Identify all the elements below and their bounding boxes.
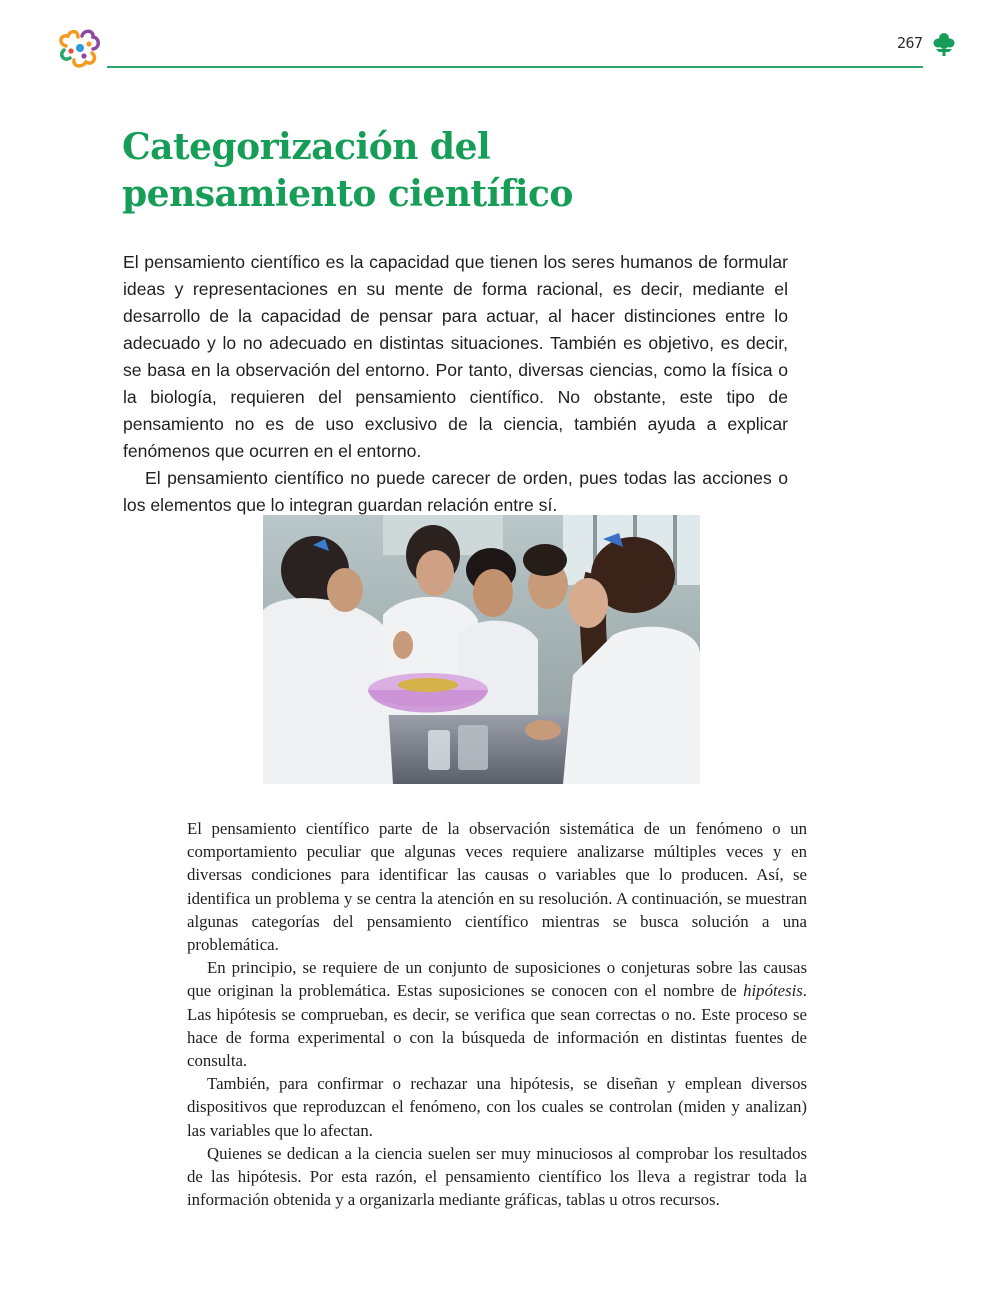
- tree-icon: [933, 32, 955, 56]
- page-number: 267: [897, 34, 923, 52]
- title-line-2: pensamiento científico: [122, 173, 573, 215]
- header-rule: [107, 66, 923, 68]
- intro-paragraph-2: El pensamiento científico no puede carecer de orden, pues todas las acciones o los elementos que lo integran guardan relación entre sí.: [123, 468, 788, 515]
- hipotesis-term: hipótesis: [743, 981, 803, 1001]
- intro-text: [123, 249, 788, 519]
- body-paragraph-3: También, para confirmar o rechazar una hipótesis, se diseñan y emplean diversos dispositivos que reproduzcan el fenómeno, con los cuales se controlan (miden y analizan) las variables que lo afectan.: [187, 1074, 807, 1140]
- page-title: [122, 124, 573, 218]
- sep-logo-icon: [56, 26, 104, 70]
- body-text: [187, 817, 807, 1211]
- intro-paragraph-1: El pensamiento científico es la capacidad que tienen los seres humanos de formular ideas y representaciones en su mente de forma racional, es decir, mediante el desarrollo de la capacidad de pensar para actuar, al hacer distinciones entre lo adecuado y lo no adecuado en distintas situaciones. También es objetivo, es decir, se basa en la observación del entorno. Por tanto, diversas ciencias, como la física o la biología, requieren del pensamiento científico. No obstante, este tipo de pensamiento no es de uso exclusivo de la ciencia, también ayuda a explicar fenómenos que ocurren en el entorno.: [123, 252, 788, 461]
- body-paragraph-2-start: En principio, se requiere de un conjunto de suposiciones o conjeturas sobre las causas que originan la problemática. Estas suposiciones se conocen con el nombre de: [187, 958, 807, 1001]
- body-paragraph-2-end: . Las hipótesis se comprueban, es decir, se verifica que sean correctas o no. Este proceso se hace de forma experimental o con la búsqueda de información en distintas fuentes de consulta.: [187, 981, 807, 1071]
- title-line-1: Categorización del: [122, 126, 491, 168]
- body-paragraph-4: Quienes se dedican a la ciencia suelen ser muy minuciosos al comprobar los resultados de las hipótesis. Por esta razón, el pensamiento científico los lleva a registrar toda la información obtenida y a organizarla mediante gráficas, tablas u otros recursos.: [187, 1143, 807, 1210]
- body-paragraph-2: [187, 956, 807, 1072]
- lab-students-photo: [263, 515, 700, 784]
- body-paragraph-1: El pensamiento científico parte de la observación sistemática de un fenómeno o un comportamiento peculiar que algunas veces requiere analizarse múltiples veces y en diversas condiciones para identificar las causas o variables que lo producen. Así, se identifica un problema y se centra la atención en su resolución. A continuación, se muestran algunas categorías del pensamiento científico mientras se busca solución a una problemática.: [187, 819, 807, 955]
